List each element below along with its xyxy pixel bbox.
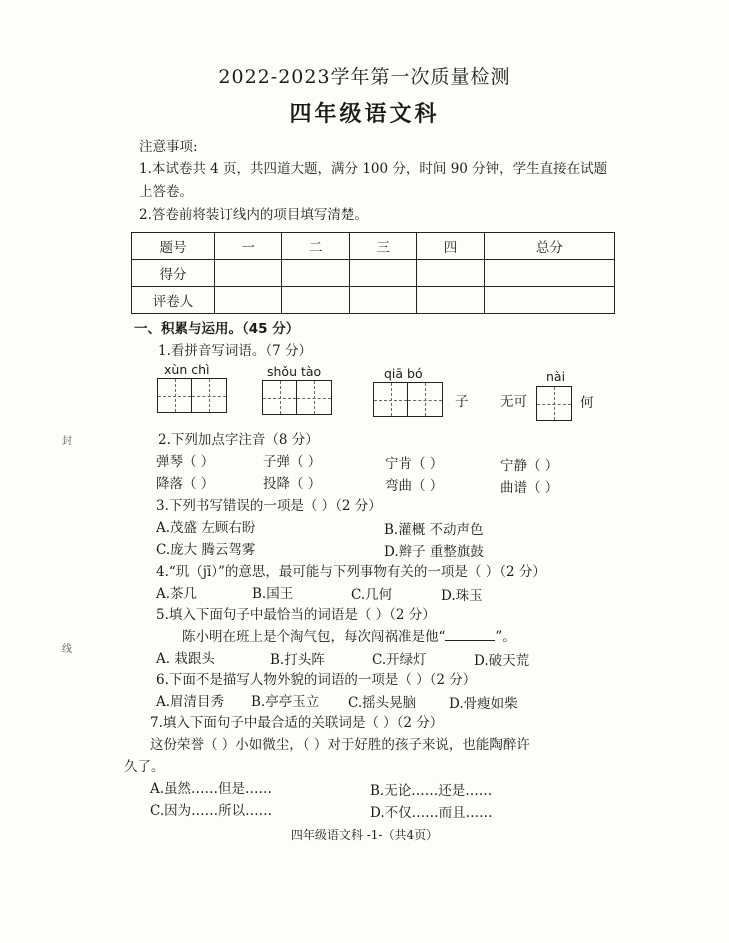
option-b[interactable]: B.灌概 不动声色: [384, 522, 484, 538]
binding-mark: 封: [62, 436, 72, 447]
pinyin-item: 曲谱（ ）: [500, 480, 559, 496]
option-a[interactable]: A.茂盛 左顾右盼: [156, 520, 256, 536]
option-b[interactable]: B.无论……还是……: [370, 783, 493, 799]
table-header-cell: 二: [282, 233, 349, 260]
option-c[interactable]: C.庞大 腾云驾雾: [156, 542, 256, 558]
pinyin-item: 子弹（ ）: [263, 454, 322, 470]
exam-subject: 四年级语文科: [289, 102, 440, 127]
score-cell[interactable]: [417, 260, 484, 287]
table-row-label: 评卷人: [132, 287, 215, 314]
option-d[interactable]: D.辫子 重整旗鼓: [384, 544, 484, 560]
pinyin-label: nài: [546, 369, 566, 384]
sentence-text: ”。: [495, 629, 516, 645]
table-row-label: 得分: [132, 260, 215, 287]
question-prompt: 2.下列加点字注音（8 分）: [158, 432, 319, 448]
pinyin-item: 弯曲（ ）: [385, 478, 444, 494]
score-table: [131, 232, 615, 314]
question-prompt: 6.下面不是描写人物外貌的词语的一项是（ ）（2 分）: [156, 672, 477, 688]
word-fragment: 子: [455, 394, 469, 410]
option-c[interactable]: C.几何: [351, 587, 393, 603]
option-a[interactable]: A.眉清目秀: [156, 694, 225, 710]
score-cell[interactable]: [215, 260, 282, 287]
option-d[interactable]: D.骨瘦如柴: [449, 696, 518, 712]
option-d[interactable]: D.不仅……而且……: [370, 805, 493, 821]
pinyin-label: xùn chì: [164, 362, 210, 377]
option-a[interactable]: A. 栽跟头: [156, 651, 215, 667]
word-fragment: 无可: [500, 394, 527, 410]
notes-line: 2.答卷前将装订线内的项目填写清楚。: [139, 207, 368, 223]
grader-cell[interactable]: [484, 287, 614, 314]
question-prompt: 4.“玑（jī）”的意思，最可能与下列事物有关的一项是（ ）（2 分）: [156, 564, 546, 580]
pinyin-item: 宁静（ ）: [500, 458, 559, 474]
writing-grid[interactable]: [373, 382, 443, 417]
binding-mark: 线: [62, 644, 72, 655]
option-c[interactable]: C.因为……所以……: [150, 803, 273, 819]
exam-title: 2022-2023学年第一次质量检测: [218, 66, 511, 88]
question-prompt: 3.下列书写错误的一项是（ ）（2 分）: [156, 498, 382, 514]
option-d[interactable]: D.破天荒: [474, 653, 530, 669]
sentence-text: 陈小明在班上是个淘气包，每次闯祸准是他“: [182, 629, 446, 645]
question-prompt: 5.填入下面句子中最恰当的词语是（ ）（2 分）: [156, 607, 436, 623]
page-footer: 四年级语文科 -1-（共4页）: [290, 828, 439, 842]
question-sentence: 久了。: [124, 759, 165, 775]
option-c[interactable]: C.摇头晃脑: [348, 695, 417, 711]
pinyin-item: 弹琴（ ）: [156, 454, 215, 470]
option-b[interactable]: B.打头阵: [270, 652, 325, 668]
grader-cell[interactable]: [349, 287, 416, 314]
notes-line: 1.本试卷共 4 页，共四道大题，满分 100 分，时间 90 分钟，学生直接在试题: [139, 161, 608, 177]
option-a[interactable]: A.虽然……但是……: [150, 781, 273, 797]
answer-blank[interactable]: [445, 630, 495, 641]
table-header-cell: 题号: [132, 233, 215, 260]
option-a[interactable]: A.茶几: [156, 586, 198, 602]
table-row: [132, 260, 615, 287]
question-sentence: 这份荣誉（ ）小如微尘，（ ）对于好胜的孩子来说，也能陶醉许: [150, 737, 530, 753]
question-sentence: [182, 625, 516, 645]
question-prompt: 1.看拼音写词语。（7 分）: [158, 343, 313, 359]
notes-line: 上答卷。: [139, 184, 193, 200]
word-fragment: 何: [580, 395, 594, 411]
table-header-cell: 三: [349, 233, 416, 260]
pinyin-item: 投降（ ）: [263, 476, 322, 492]
writing-grid[interactable]: [536, 386, 572, 421]
grader-cell[interactable]: [282, 287, 349, 314]
score-cell[interactable]: [282, 260, 349, 287]
table-header-cell: 一: [215, 233, 282, 260]
pinyin-label: qiā bó: [384, 366, 423, 381]
grader-cell[interactable]: [215, 287, 282, 314]
grader-cell[interactable]: [417, 287, 484, 314]
option-d[interactable]: D.珠玉: [441, 588, 483, 604]
option-c[interactable]: C.开绿灯: [372, 652, 427, 668]
pinyin-item: 降落（ ）: [156, 476, 215, 492]
pinyin-label: shǒu tào: [267, 364, 322, 379]
pinyin-item: 宁肯（ ）: [385, 456, 444, 472]
writing-grid[interactable]: [262, 380, 332, 415]
notes-heading: 注意事项:: [139, 139, 198, 155]
question-prompt: 7.填入下面句子中最合适的关联词是（ ）（2 分）: [150, 715, 444, 731]
score-cell[interactable]: [484, 260, 614, 287]
table-row: [132, 287, 615, 314]
table-header-cell: 总分: [484, 233, 614, 260]
score-cell[interactable]: [349, 260, 416, 287]
writing-grid[interactable]: [157, 378, 227, 413]
table-row: [132, 233, 615, 260]
option-b[interactable]: B.亭亭玉立: [251, 694, 320, 710]
option-b[interactable]: B.国王: [252, 586, 294, 602]
section-title: 一、积累与运用。（45 分）: [134, 321, 300, 337]
table-header-cell: 四: [417, 233, 484, 260]
